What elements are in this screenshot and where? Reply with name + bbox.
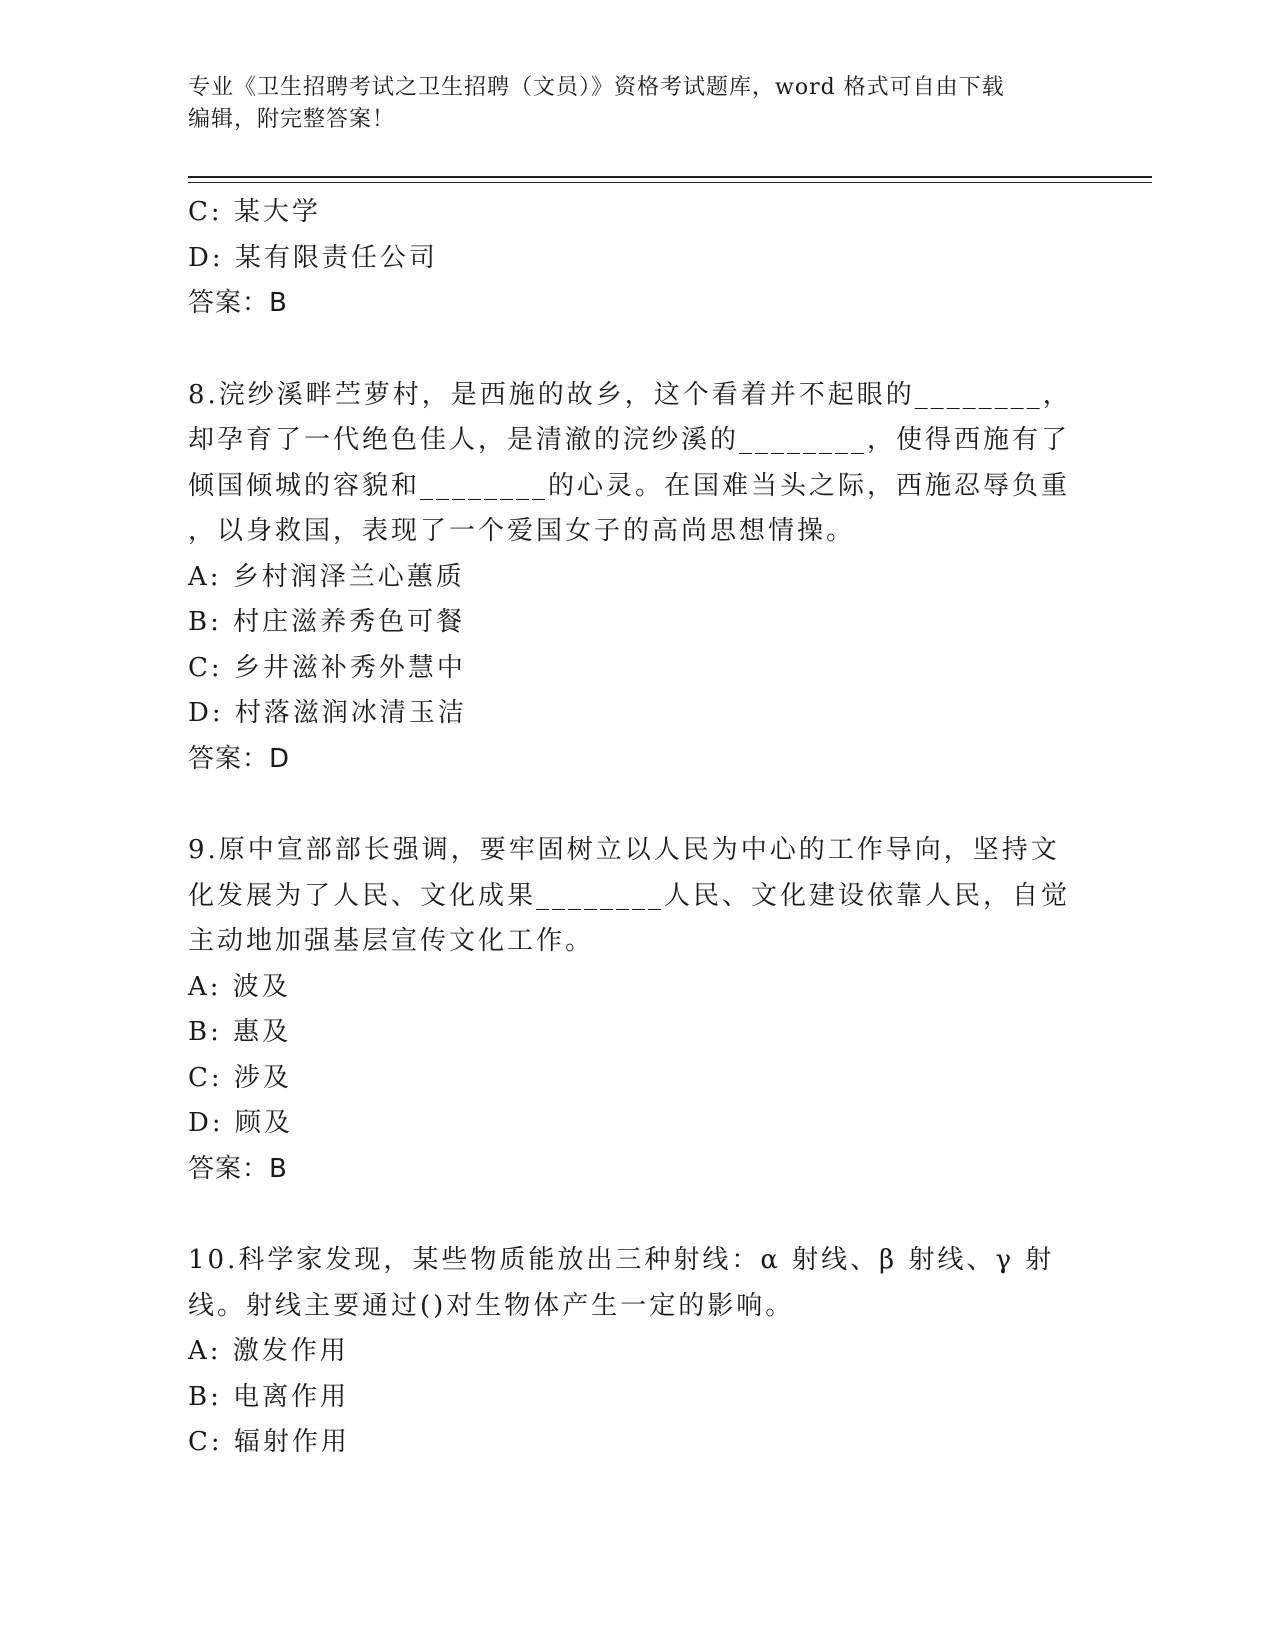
option-line: B: 电离作用	[188, 1381, 350, 1412]
document-header	[188, 72, 1088, 136]
option-line: C: 辐射作用	[188, 1427, 350, 1457]
spacer	[188, 782, 1088, 828]
question-text-line: 8.浣纱溪畔苎萝村，是西施的故乡，这个看着并不起眼的________，	[188, 379, 1072, 410]
question-text-line: 9.原中宣部部长强调，要牢固树立以人民为中心的工作导向，坚持文	[188, 835, 1060, 865]
option-line: D: 顾及	[188, 1108, 293, 1138]
question-10	[188, 1238, 1088, 1466]
answer-line: 答案：B	[188, 1153, 288, 1184]
header-divider-thick	[188, 176, 1152, 178]
question-text-line: 线。射线主要通过()对生物体产生一定的影响。	[188, 1290, 795, 1321]
option-line: C: 某大学	[188, 197, 321, 227]
option-line: D: 某有限责任公司	[188, 242, 438, 273]
option-line: C: 乡井滋补秀外慧中	[188, 652, 466, 683]
question-text-line: 主动地加强基层宣传文化工作。	[188, 926, 595, 956]
option-line: A: 乡村润泽兰心蕙质	[188, 561, 465, 592]
question-text-line: 却孕育了一代绝色佳人，是清澈的浣纱溪的________，使得西施有了	[188, 425, 1071, 455]
option-line: B: 村庄滋养秀色可餐	[188, 607, 466, 637]
question-9	[188, 828, 1088, 1192]
header-line-2: 编辑，附完整答案！	[188, 107, 396, 132]
spacer	[188, 327, 1088, 373]
question-text-line: 倾国倾城的容貌和________的心灵。在国难当头之际，西施忍辱负重	[188, 470, 1071, 501]
answer-line: 答案：B	[188, 288, 288, 318]
question-text-line: ，以身救国，表现了一个爱国女子的高尚思想情操。	[188, 516, 856, 546]
option-line: C: 涉及	[188, 1062, 292, 1093]
question-text-line: 10.科学家发现，某些物质能放出三种射线：α 射线、β 射线、γ 射	[188, 1245, 1055, 1275]
option-line: A: 激发作用	[188, 1336, 349, 1366]
answer-line: 答案：D	[188, 743, 291, 774]
option-line: B: 惠及	[188, 1017, 292, 1047]
question-content	[188, 190, 1088, 1466]
question-text-line: 化发展为了人民、文化成果________人民、文化建设依靠人民，自觉	[188, 880, 1071, 911]
header-divider-thin	[188, 182, 1152, 183]
option-line: A: 波及	[188, 971, 291, 1002]
prev-question	[188, 190, 1088, 327]
question-8	[188, 373, 1088, 783]
option-line: D: 村落滋润冰清玉洁	[188, 698, 467, 728]
spacer	[188, 1192, 1088, 1238]
header-line-1: 专业《卫生招聘考试之卫生招聘（文员）》资格考试题库，word 格式可自由下载	[188, 75, 1005, 100]
